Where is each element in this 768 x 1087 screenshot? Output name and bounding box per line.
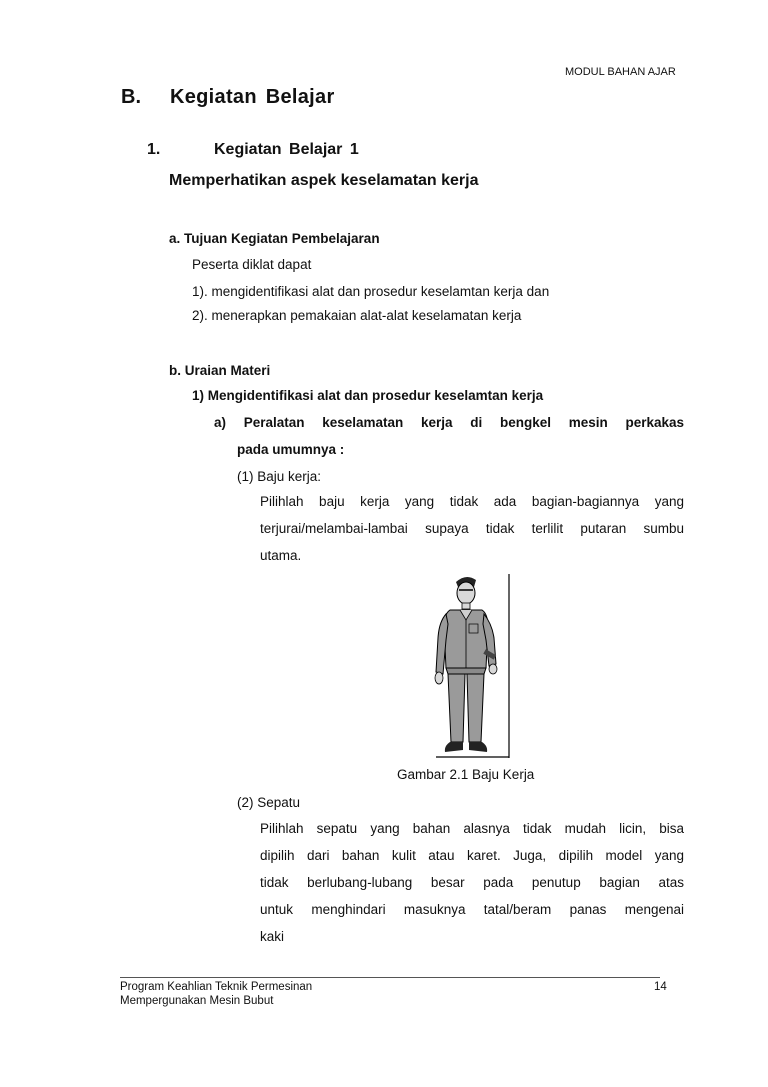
item2-title: (2) Sepatu: [237, 795, 301, 810]
work-uniform-figure: [426, 572, 514, 758]
item2-line: kaki: [260, 929, 285, 944]
objective-item: 1). mengidentifikasi alat dan prosedur keselamtan kerja dan: [192, 284, 550, 299]
material-heading: b. Uraian Materi: [169, 363, 271, 378]
item2-line: tidak berlubang-lubang besar pada penutup bagian atas: [260, 875, 684, 890]
objectives-heading: a. Tujuan Kegiatan Pembelajaran: [169, 231, 380, 246]
item2-line: Pilihlah sepatu yang bahan alasnya tidak mudah licin, bisa: [260, 821, 684, 836]
figure-caption: Gambar 2.1 Baju Kerja: [397, 767, 535, 782]
item1-line: Pilihlah baju kerja yang tidak ada bagian-bagiannya yang: [260, 494, 684, 509]
item1-line: utama.: [260, 548, 302, 563]
item1-line: terjurai/melambai-lambai supaya tidak terlilit putaran sumbu: [260, 521, 684, 536]
activity-subtitle: Memperhatikan aspek keselamatan kerja: [169, 172, 479, 189]
footer-program: Program Keahlian Teknik Permesinan: [120, 981, 313, 993]
footer-divider: [120, 977, 660, 978]
material-point-a-line1: a) Peralatan keselamatan kerja di bengkel mesin perkakas: [214, 415, 684, 430]
activity-number: 1.: [147, 141, 161, 158]
page-number: 14: [654, 981, 667, 993]
objective-item: 2). menerapkan pemakaian alat-alat keselamatan kerja: [192, 308, 522, 323]
objectives-intro: Peserta diklat dapat: [192, 257, 312, 272]
section-title: Kegiatan Belajar: [170, 86, 335, 108]
activity-title: Kegiatan Belajar 1: [214, 141, 359, 158]
footer-course: Mempergunakan Mesin Bubut: [120, 995, 274, 1007]
item2-line: dipilih dari bahan kulit atau karet. Juga, dipilih model yang: [260, 848, 684, 863]
material-point-a-line2: pada umumnya :: [237, 442, 345, 457]
material-point-1: 1) Mengidentifikasi alat dan prosedur keselamtan kerja: [192, 388, 544, 403]
module-header: MODUL BAHAN AJAR: [565, 66, 676, 78]
item1-title: (1) Baju kerja:: [237, 469, 322, 484]
item2-line: untuk menghindari masuknya tatal/beram panas mengenai: [260, 902, 684, 917]
section-number: B.: [121, 86, 141, 108]
